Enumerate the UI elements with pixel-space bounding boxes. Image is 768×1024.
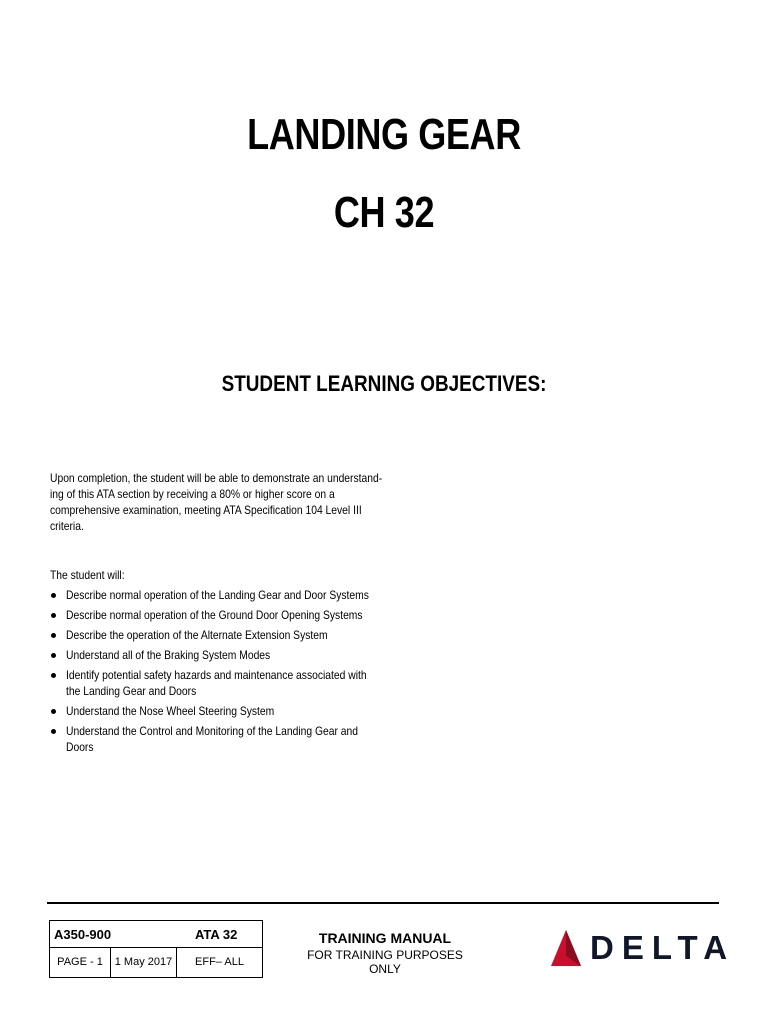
- objective-text-cont: Doors: [66, 740, 94, 754]
- bullet-icon: [51, 593, 56, 598]
- manual-note: FOR TRAINING PURPOSES ONLY: [307, 948, 463, 976]
- lead-in: [50, 567, 380, 583]
- objective-text: Identify potential safety hazards and maintenance associated with: [66, 668, 367, 682]
- effectivity: EFF– ALL: [195, 956, 244, 968]
- list-item: [50, 721, 390, 757]
- list-item: [50, 585, 390, 605]
- objective-text: Understand all of the Braking System Modes: [66, 648, 271, 662]
- objectives-heading: STUDENT LEARNING OBJECTIVES:: [221, 371, 547, 396]
- ata-chapter: ATA 32: [195, 927, 238, 942]
- title-line-1: LANDING GEAR: [247, 110, 521, 159]
- bullet-icon: [51, 673, 56, 678]
- objective-text: Describe normal operation of the Landing Gear and Door Systems: [66, 588, 369, 602]
- footer-row-top: [50, 921, 262, 948]
- manual-title: TRAINING MANUAL: [318, 930, 452, 946]
- page-number: PAGE - 1: [50, 948, 111, 977]
- bullet-icon: [51, 709, 56, 714]
- delta-logo: [550, 928, 736, 968]
- list-item: [50, 701, 390, 721]
- list-item: [50, 625, 390, 645]
- objective-text-cont: the Landing Gear and Doors: [66, 684, 197, 698]
- intro-line: Upon completion, the student will be able to demonstrate an understand-: [50, 471, 383, 485]
- list-item: [50, 665, 390, 701]
- footer-row-bottom: [50, 948, 262, 977]
- delta-wordmark: DELTA: [590, 929, 736, 966]
- bullet-icon: [51, 633, 56, 638]
- bullet-icon: [51, 729, 56, 734]
- title-line-2: CH 32: [333, 188, 435, 237]
- objective-text: Understand the Control and Monitoring of the Landing Gear and: [66, 724, 359, 738]
- objective-text: Describe normal operation of the Ground Door Opening Systems: [66, 608, 363, 622]
- training-manual-block: [290, 930, 480, 976]
- bullet-icon: [51, 613, 56, 618]
- intro-line: comprehensive examination, meeting ATA Specification 104 Level III: [50, 503, 362, 517]
- intro-line: ing of this ATA section by receiving a 80% or higher score on a: [50, 487, 335, 501]
- delta-widget-icon: [550, 928, 582, 968]
- list-item: [50, 645, 390, 665]
- objectives-list: [50, 585, 390, 757]
- lead-in-text: The student will:: [50, 568, 125, 582]
- revision-date: 1 May 2017: [111, 948, 177, 977]
- objective-text: Understand the Nose Wheel Steering System: [66, 704, 275, 718]
- footer-info-box: [49, 920, 263, 978]
- list-item: [50, 605, 390, 625]
- intro-paragraph: [50, 470, 410, 534]
- footer-rule: [47, 902, 719, 904]
- intro-line: criteria.: [50, 519, 84, 533]
- aircraft-model: A350-900: [54, 927, 112, 942]
- objective-text: Describe the operation of the Alternate Extension System: [66, 628, 328, 642]
- bullet-icon: [51, 653, 56, 658]
